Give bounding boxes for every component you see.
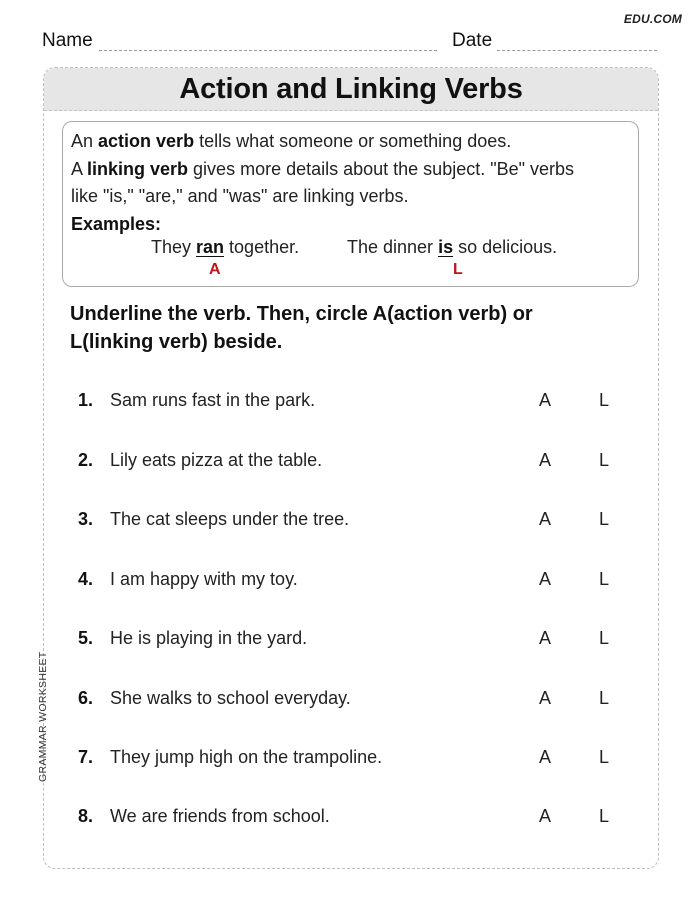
option-action[interactable]: A <box>539 569 552 589</box>
question-number: 1. <box>78 390 94 410</box>
example-sentence-1 <box>151 237 299 258</box>
brand-logo: EDU.COM <box>623 12 682 26</box>
linking-verb-definition <box>71 158 574 180</box>
example-tag-linking: L <box>453 261 463 278</box>
question-sentence[interactable]: They jump high on the trampoline. <box>110 747 383 767</box>
definition-text: tells what someone or something does. <box>194 131 512 151</box>
date-field-line[interactable] <box>497 50 657 51</box>
option-action[interactable]: A <box>539 390 552 410</box>
question-row <box>0 390 700 420</box>
question-number: 7. <box>78 747 94 767</box>
question-number: 4. <box>78 569 94 589</box>
question-row <box>0 450 700 480</box>
option-action[interactable]: A <box>539 806 552 826</box>
side-label: GRAMMAR WORKSHEET <box>37 651 49 782</box>
question-sentence[interactable]: Lily eats pizza at the table. <box>110 450 323 470</box>
example-tag-action: A <box>209 261 221 278</box>
example-text: They <box>151 237 197 257</box>
question-sentence[interactable]: Sam runs fast in the park. <box>110 390 316 410</box>
question-number: 5. <box>78 628 94 648</box>
example-text: together. <box>224 237 300 257</box>
option-action[interactable]: A <box>539 747 552 767</box>
question-number: 8. <box>78 806 94 826</box>
option-linking[interactable]: L <box>599 390 610 410</box>
example-verb-1: ran <box>196 237 225 257</box>
example-sentence-2 <box>347 237 557 258</box>
question-row <box>0 747 700 777</box>
question-number: 2. <box>78 450 94 470</box>
question-row <box>0 569 700 599</box>
question-row <box>0 509 700 539</box>
question-sentence[interactable]: We are friends from school. <box>110 806 330 826</box>
question-row <box>0 628 700 658</box>
examples-heading: Examples: <box>71 214 162 234</box>
example-text: The dinner <box>347 237 439 257</box>
option-linking[interactable]: L <box>599 747 610 767</box>
question-number: 6. <box>78 688 94 708</box>
question-sentence[interactable]: I am happy with my toy. <box>110 569 298 589</box>
question-number: 3. <box>78 509 94 529</box>
option-linking[interactable]: L <box>599 509 610 529</box>
instructions: Underline the verb. Then, circle A(action verb) or L(linking verb) beside. <box>70 303 533 353</box>
option-action[interactable]: A <box>539 509 552 529</box>
question-row <box>0 688 700 718</box>
examples-label <box>71 213 161 235</box>
title-band <box>44 68 658 111</box>
linking-verb-term: linking verb <box>87 159 189 179</box>
option-action[interactable]: A <box>539 450 552 470</box>
option-action[interactable]: A <box>539 688 552 708</box>
page-title: Action and Linking Verbs <box>179 73 523 105</box>
question-row <box>0 806 700 836</box>
action-verb-definition <box>71 130 511 152</box>
example-text: so delicious. <box>453 237 558 257</box>
option-linking[interactable]: L <box>599 569 610 589</box>
definition-text: gives more details about the subject. "Be" verbs <box>188 159 575 179</box>
question-sentence[interactable]: She walks to school everyday. <box>110 688 351 708</box>
option-linking[interactable]: L <box>599 628 610 648</box>
date-label: Date <box>452 30 493 51</box>
action-verb-term: action verb <box>98 131 195 151</box>
definition-box <box>62 121 639 287</box>
question-sentence[interactable]: The cat sleeps under the tree. <box>110 509 350 529</box>
name-label: Name <box>42 30 93 51</box>
option-linking[interactable]: L <box>599 806 610 826</box>
example-verb-2: is <box>438 237 454 257</box>
name-field-line[interactable] <box>99 50 437 51</box>
definition-text: A <box>71 159 88 179</box>
question-sentence[interactable]: He is playing in the yard. <box>110 628 308 648</box>
definition-text: An <box>71 131 99 151</box>
be-verbs-line: like "is," "are," and "was" are linking verbs. <box>71 186 409 206</box>
option-linking[interactable]: L <box>599 688 610 708</box>
option-action[interactable]: A <box>539 628 552 648</box>
option-linking[interactable]: L <box>599 450 610 470</box>
